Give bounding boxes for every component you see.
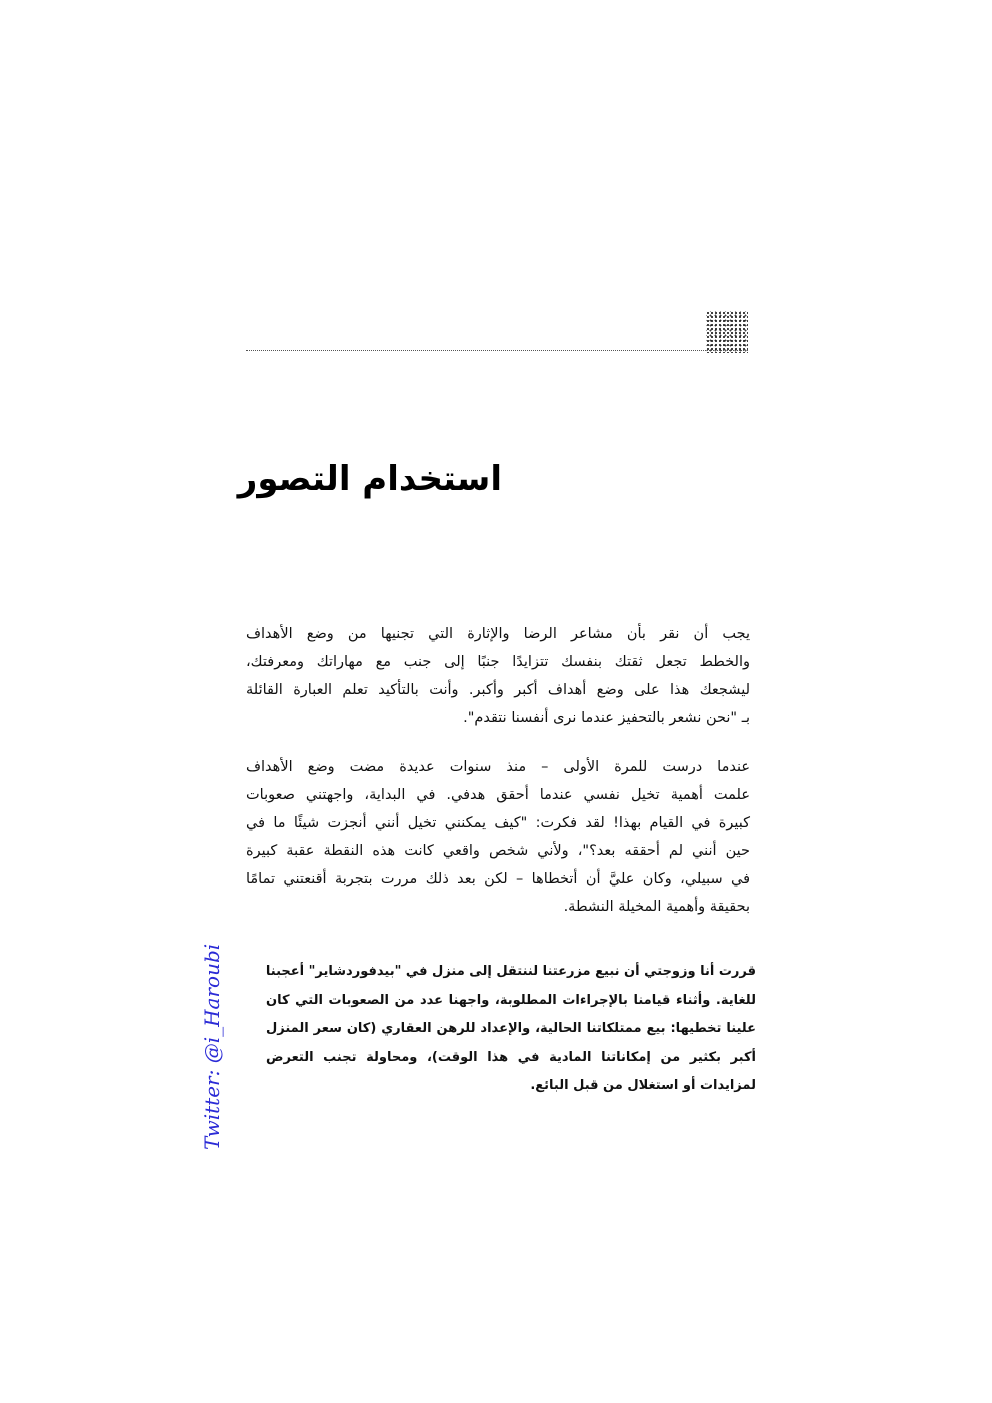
twitter-watermark: Twitter: @i_Haroubi <box>200 943 224 1150</box>
quote-line: قررت أنا وزوجتي أن نبيع مزرعتنا لننتقل إلى منزل في "بيدفوردشاير" أعجبنا <box>265 964 756 979</box>
text-line: حين أنني لم أحققه بعد؟"، ولأني شخص واقعي كانت هذه النقطة عقبة كبيرة <box>246 843 750 859</box>
text-line: علمت أهمية تخيل نفسي عندما أحقق هدفي. في البداية، واجهتني صعوبات <box>246 787 750 803</box>
text-line: بحقيقة وأهمية المخيلة النشطة. <box>563 899 750 915</box>
text-line: بـ "نحن نشعر بالتحفيز عندما نرى أنفسنا نتقدم". <box>463 710 750 726</box>
dotted-divider <box>246 350 748 351</box>
quote-line: علينا تخطيها: بيع ممتلكاتنا الحالية، والإعداد للرهن العقاري (كان سعر المنزل <box>266 1021 756 1036</box>
quote-line: للغاية. وأثناء قيامنا بالإجراءات المطلوبة، واجهنا عدد من الصعوبات التي كان <box>266 992 756 1008</box>
text-line: يجب أن نقر بأن مشاعر الرضا والإثارة التي تجنيها من وضع الأهداف <box>246 626 750 642</box>
text-line: ليشجعك هذا على وضع أهداف أكبر وأكبر. وأنت بالتأكيد تعلم العبارة القائلة <box>246 682 750 698</box>
example-quote-block <box>266 958 756 1101</box>
quote-line: لمزايدات أو استغلال من قبل البائع. <box>530 1078 756 1093</box>
dotted-square-ornament-icon <box>706 311 748 353</box>
body-paragraph-1 <box>246 620 750 732</box>
text-line: عندما درست للمرة الأولى – منذ سنوات عديدة مضت وضع الأهداف <box>246 759 750 775</box>
quote-line: أكبر بكثير من إمكاناتنا المادية في هذا الوقت)، ومحاولة تجنب التعرض <box>266 1049 756 1065</box>
chapter-title: استخدام التصور <box>237 458 502 499</box>
text-line: كبيرة في القيام بهذا! لقد فكرت: "كيف يمكنني تخيل أنني أنجزت شيئًا ما في <box>246 815 750 831</box>
body-paragraph-2 <box>246 753 750 921</box>
text-line: في سبيلي، وكان عليَّ أن أتخطاها – لكن بعد ذلك مررت بتجربة أقنعتني تمامًا <box>246 871 750 887</box>
text-line: والخطط تجعل ثقتك بنفسك تتزايدًا جنبًا إلى جنب مع مهاراتك ومعرفتك، <box>246 654 750 670</box>
